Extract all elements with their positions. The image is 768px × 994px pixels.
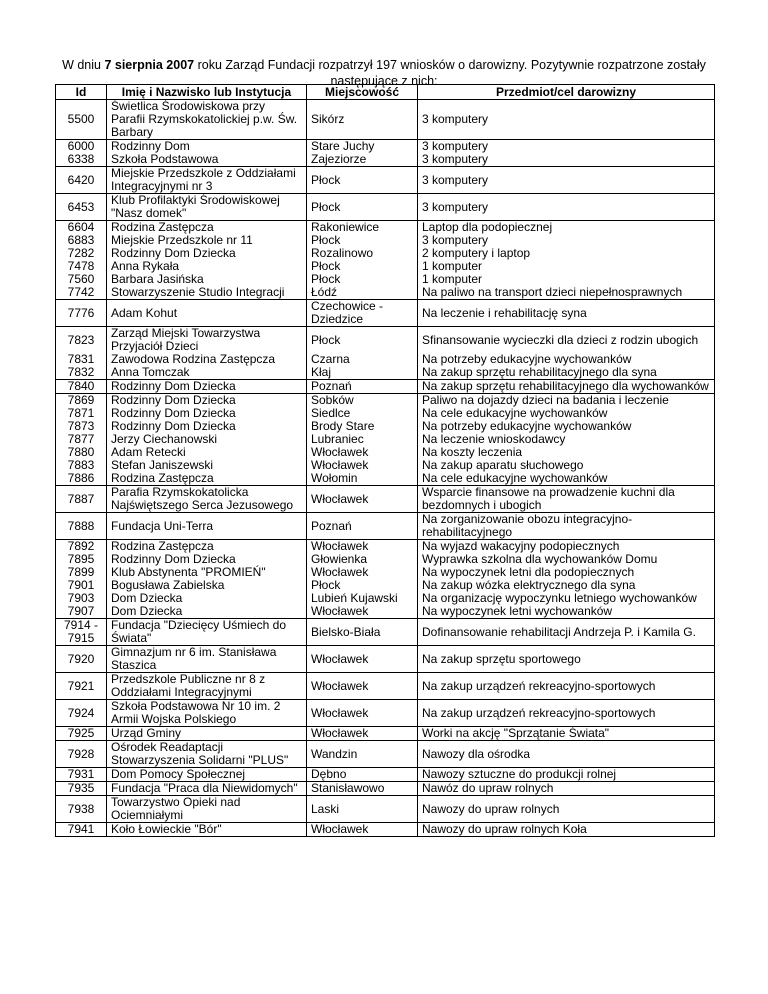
cell-name: Fundacja Uni-Terra <box>107 513 307 540</box>
cell-purpose: Nawozy dla ośrodka <box>418 741 715 768</box>
cell-purpose: 3 komputery <box>418 100 715 140</box>
cell-purpose: Nawozy sztuczne do produkcji rolnej <box>418 768 715 782</box>
cell-name: Adam Kohut <box>107 300 307 327</box>
cell-name: Towarzystwo Opieki nad Ociemniałymi <box>107 796 307 823</box>
table-row <box>56 619 715 646</box>
cell-name: Rodzina Zastępcza <box>107 540 307 554</box>
header-city: Miejscowość <box>307 85 418 100</box>
cell-city: Włocławek <box>307 566 418 579</box>
cell-city: Lubień Kujawski <box>307 592 418 605</box>
cell-city: Rakoniewice <box>307 221 418 235</box>
cell-id: 6604 <box>56 221 107 235</box>
cell-name: Anna Tomczak <box>107 366 307 380</box>
table-row <box>56 194 715 221</box>
cell-city: Włocławek <box>307 823 418 837</box>
cell-city: Płock <box>307 327 418 354</box>
table-row <box>56 673 715 700</box>
cell-id: 7895 <box>56 553 107 566</box>
cell-city: Włocławek <box>307 646 418 673</box>
table-row <box>56 140 715 154</box>
cell-name: Dom Pomocy Społecznej <box>107 768 307 782</box>
cell-name: Jerzy Ciechanowski <box>107 433 307 446</box>
cell-purpose: Nawóz do upraw rolnych <box>418 782 715 796</box>
cell-id: 7887 <box>56 486 107 513</box>
cell-id: 7832 <box>56 366 107 380</box>
table-row <box>56 741 715 768</box>
cell-name: Świetlica Środowiskowa przy Parafii Rzymskokatolickiej p.w. Św. Barbary <box>107 100 307 140</box>
table-row <box>56 513 715 540</box>
cell-purpose: 3 komputery <box>418 194 715 221</box>
cell-city: Włocławek <box>307 459 418 472</box>
cell-city: Płock <box>307 234 418 247</box>
intro-text-before: W dniu <box>62 57 105 72</box>
cell-name: Rodzinny Dom <box>107 140 307 154</box>
cell-purpose: Na paliwo na transport dzieci niepełnosprawnych <box>418 286 715 300</box>
cell-purpose: Na zakup sprzętu sportowego <box>418 646 715 673</box>
cell-purpose: Na leczenie wnioskodawcy <box>418 433 715 446</box>
header-id: Id <box>56 85 107 100</box>
cell-city: Płock <box>307 579 418 592</box>
cell-purpose: Na potrzeby edukacyjne wychowanków <box>418 353 715 366</box>
header-name: Imię i Nazwisko lub Instytucja <box>107 85 307 100</box>
cell-id: 6453 <box>56 194 107 221</box>
cell-name: Rodzinny Dom Dziecka <box>107 420 307 433</box>
table-row <box>56 646 715 673</box>
cell-name: Zarząd Miejski Towarzystwa Przyjaciół Dzieci <box>107 327 307 354</box>
cell-purpose: Laptop dla podopiecznej <box>418 221 715 235</box>
cell-purpose: Na zakup urządzeń rekreacyjno-sportowych <box>418 700 715 727</box>
cell-purpose: Na wypoczynek letni dla podopiecznych <box>418 566 715 579</box>
cell-id: 7831 <box>56 353 107 366</box>
cell-city: Dębno <box>307 768 418 782</box>
cell-id: 6000 <box>56 140 107 154</box>
cell-city: Siedlce <box>307 407 418 420</box>
cell-id: 7928 <box>56 741 107 768</box>
cell-name: Szkoła Podstawowa <box>107 153 307 167</box>
cell-id: 7776 <box>56 300 107 327</box>
cell-city: Zajeziorze <box>307 153 418 167</box>
cell-city: Poznań <box>307 513 418 540</box>
cell-name: Klub Profilaktyki Środowiskowej "Nasz domek" <box>107 194 307 221</box>
cell-name: Rodzinny Dom Dziecka <box>107 247 307 260</box>
cell-id: 7560 <box>56 273 107 286</box>
cell-purpose: Na wyjazd wakacyjny podopiecznych <box>418 540 715 554</box>
cell-id: 7935 <box>56 782 107 796</box>
cell-id: 7869 <box>56 394 107 408</box>
cell-id: 7282 <box>56 247 107 260</box>
cell-city: Lubraniec <box>307 433 418 446</box>
cell-id: 6883 <box>56 234 107 247</box>
cell-purpose: Na leczenie i rehabilitację syna <box>418 300 715 327</box>
table-row <box>56 796 715 823</box>
table-row <box>56 300 715 327</box>
cell-city: Kłaj <box>307 366 418 380</box>
cell-id: 7823 <box>56 327 107 354</box>
cell-city: Płock <box>307 194 418 221</box>
cell-id: 7921 <box>56 673 107 700</box>
cell-id: 7924 <box>56 700 107 727</box>
cell-city: Włocławek <box>307 700 418 727</box>
cell-name: Klub Abstynenta "PROMIEŃ" <box>107 566 307 579</box>
cell-city: Stanisławowo <box>307 782 418 796</box>
cell-id: 7914 - 7915 <box>56 619 107 646</box>
cell-id: 7742 <box>56 286 107 300</box>
cell-id: 7901 <box>56 579 107 592</box>
cell-name: Przedszkole Publiczne nr 8 z Oddziałami Integracyjnymi <box>107 673 307 700</box>
cell-city: Głowienka <box>307 553 418 566</box>
cell-id: 7941 <box>56 823 107 837</box>
cell-city: Włocławek <box>307 486 418 513</box>
cell-purpose: Wsparcie finansowe na prowadzenie kuchni dla bezdomnych i ubogich <box>418 486 715 513</box>
cell-name: Parafia Rzymskokatolicka Najświętszego Serca Jezusowego <box>107 486 307 513</box>
table-row <box>56 394 715 408</box>
cell-id: 7880 <box>56 446 107 459</box>
cell-purpose: Na koszty leczenia <box>418 446 715 459</box>
cell-name: Koło Łowieckie "Bór" <box>107 823 307 837</box>
cell-name: Barbara Jasińska <box>107 273 307 286</box>
table-row <box>56 327 715 354</box>
cell-purpose: Sfinansowanie wycieczki dla dzieci z rodzin ubogich <box>418 327 715 354</box>
cell-name: Miejskie Przedszkole z Oddziałami Integracyjnymi nr 3 <box>107 167 307 194</box>
header-purpose: Przedmiot/cel darowizny <box>418 85 715 100</box>
cell-purpose: 3 komputery <box>418 234 715 247</box>
cell-city: Wandzin <box>307 741 418 768</box>
table-row <box>56 700 715 727</box>
cell-name: Fundacja "Dziecięcy Uśmiech do Świata" <box>107 619 307 646</box>
cell-city: Łódź <box>307 286 418 300</box>
cell-purpose: Na zakup aparatu słuchowego <box>418 459 715 472</box>
cell-purpose: Na cele edukacyjne wychowanków <box>418 472 715 486</box>
table-row <box>56 380 715 394</box>
cell-name: Urząd Gminy <box>107 727 307 741</box>
cell-purpose: 1 komputer <box>418 273 715 286</box>
cell-city: Sikórz <box>307 100 418 140</box>
table-row <box>56 540 715 554</box>
cell-city: Włocławek <box>307 540 418 554</box>
cell-city: Bielsko-Biała <box>307 619 418 646</box>
cell-id: 7840 <box>56 380 107 394</box>
table-row <box>56 823 715 837</box>
cell-id: 5500 <box>56 100 107 140</box>
cell-city: Płock <box>307 167 418 194</box>
intro-date: 7 sierpnia 2007 <box>104 57 195 72</box>
cell-city: Włocławek <box>307 673 418 700</box>
cell-purpose: 2 komputery i laptop <box>418 247 715 260</box>
cell-city: Płock <box>307 273 418 286</box>
table-row <box>56 605 715 619</box>
cell-id: 7931 <box>56 768 107 782</box>
cell-name: Dom Dziecka <box>107 605 307 619</box>
cell-name: Fundacja "Praca dla Niewidomych" <box>107 782 307 796</box>
cell-id: 7873 <box>56 420 107 433</box>
cell-purpose: Nawozy do upraw rolnych Koła <box>418 823 715 837</box>
cell-id: 7920 <box>56 646 107 673</box>
cell-city: Czechowice - Dziedzice <box>307 300 418 327</box>
cell-purpose: Nawozy do upraw rolnych <box>418 796 715 823</box>
cell-purpose: Na wypoczynek letni wychowanków <box>418 605 715 619</box>
table-row <box>56 782 715 796</box>
cell-id: 6420 <box>56 167 107 194</box>
cell-name: Zawodowa Rodzina Zastępcza <box>107 353 307 366</box>
cell-name: Dom Dziecka <box>107 592 307 605</box>
table-row <box>56 768 715 782</box>
cell-name: Rodzinny Dom Dziecka <box>107 380 307 394</box>
cell-city: Czarna <box>307 353 418 366</box>
cell-id: 6338 <box>56 153 107 167</box>
table-row <box>56 366 715 380</box>
cell-id: 7903 <box>56 592 107 605</box>
cell-name: Ośrodek Readaptacji Stowarzyszenia Solidarni "PLUS" <box>107 741 307 768</box>
cell-name: Bogusława Zabielska <box>107 579 307 592</box>
cell-city: Brody Stare <box>307 420 418 433</box>
cell-city: Włocławek <box>307 605 418 619</box>
table-row <box>56 100 715 140</box>
cell-purpose: Na cele edukacyjne wychowanków <box>418 407 715 420</box>
cell-city: Stare Juchy <box>307 140 418 154</box>
cell-purpose: Na zakup urządzeń rekreacyjno-sportowych <box>418 673 715 700</box>
cell-city: Włocławek <box>307 446 418 459</box>
cell-city: Sobków <box>307 394 418 408</box>
cell-id: 7888 <box>56 513 107 540</box>
cell-name: Anna Rykała <box>107 260 307 273</box>
cell-name: Stefan Janiszewski <box>107 459 307 472</box>
cell-name: Rodzinny Dom Dziecka <box>107 394 307 408</box>
table-row <box>56 286 715 300</box>
cell-name: Gimnazjum nr 6 im. Stanisława Staszica <box>107 646 307 673</box>
intro-text-after: roku Zarząd Fundacji rozpatrzył 197 wniosków o darowizny. Pozytywnie rozpatrzone zostały następujące z nich: <box>194 57 706 88</box>
cell-purpose: 3 komputery <box>418 167 715 194</box>
cell-id: 7883 <box>56 459 107 472</box>
cell-name: Szkoła Podstawowa Nr 10 im. 2 Armii Wojska Polskiego <box>107 700 307 727</box>
cell-id: 7871 <box>56 407 107 420</box>
cell-city: Laski <box>307 796 418 823</box>
cell-city: Poznań <box>307 380 418 394</box>
table-header-row <box>56 85 715 100</box>
cell-purpose: Worki na akcję "Sprzątanie Świata" <box>418 727 715 741</box>
cell-id: 7907 <box>56 605 107 619</box>
cell-name: Rodzina Zastępcza <box>107 472 307 486</box>
cell-id: 7886 <box>56 472 107 486</box>
cell-city: Rozalinowo <box>307 247 418 260</box>
cell-purpose: Na zakup sprzętu rehabilitacyjnego dla wychowanków <box>418 380 715 394</box>
cell-id: 7925 <box>56 727 107 741</box>
cell-city: Wołomin <box>307 472 418 486</box>
cell-id: 7938 <box>56 796 107 823</box>
cell-name: Stowarzyszenie Studio Integracji <box>107 286 307 300</box>
cell-purpose: Na potrzeby edukacyjne wychowanków <box>418 420 715 433</box>
cell-purpose: Paliwo na dojazdy dzieci na badania i leczenie <box>418 394 715 408</box>
table-row <box>56 727 715 741</box>
table-row <box>56 486 715 513</box>
cell-purpose: 1 komputer <box>418 260 715 273</box>
cell-id: 7478 <box>56 260 107 273</box>
cell-purpose: 3 komputery <box>418 153 715 167</box>
cell-purpose: Na zakup wózka elektrycznego dla syna <box>418 579 715 592</box>
table-body <box>56 100 715 837</box>
cell-id: 7899 <box>56 566 107 579</box>
cell-city: Płock <box>307 260 418 273</box>
cell-name: Rodzina Zastępcza <box>107 221 307 235</box>
cell-purpose: 3 komputery <box>418 140 715 154</box>
cell-purpose: Wyprawka szkolna dla wychowanków Domu <box>418 553 715 566</box>
table-row <box>56 221 715 235</box>
cell-name: Adam Retecki <box>107 446 307 459</box>
cell-id: 7892 <box>56 540 107 554</box>
cell-purpose: Na organizację wypoczynku letniego wychowanków <box>418 592 715 605</box>
cell-purpose: Dofinansowanie rehabilitacji Andrzeja P. i Kamila G. <box>418 619 715 646</box>
cell-city: Włocławek <box>307 727 418 741</box>
table-row <box>56 167 715 194</box>
cell-id: 7877 <box>56 433 107 446</box>
table-row <box>56 472 715 486</box>
cell-purpose: Na zakup sprzętu rehabilitacyjnego dla syna <box>418 366 715 380</box>
table-row <box>56 153 715 167</box>
donations-table <box>55 84 715 837</box>
cell-purpose: Na zorganizowanie obozu integracyjno-rehabilitacyjnego <box>418 513 715 540</box>
cell-name: Rodzinny Dom Dziecka <box>107 553 307 566</box>
cell-name: Rodzinny Dom Dziecka <box>107 407 307 420</box>
cell-name: Miejskie Przedszkole nr 11 <box>107 234 307 247</box>
